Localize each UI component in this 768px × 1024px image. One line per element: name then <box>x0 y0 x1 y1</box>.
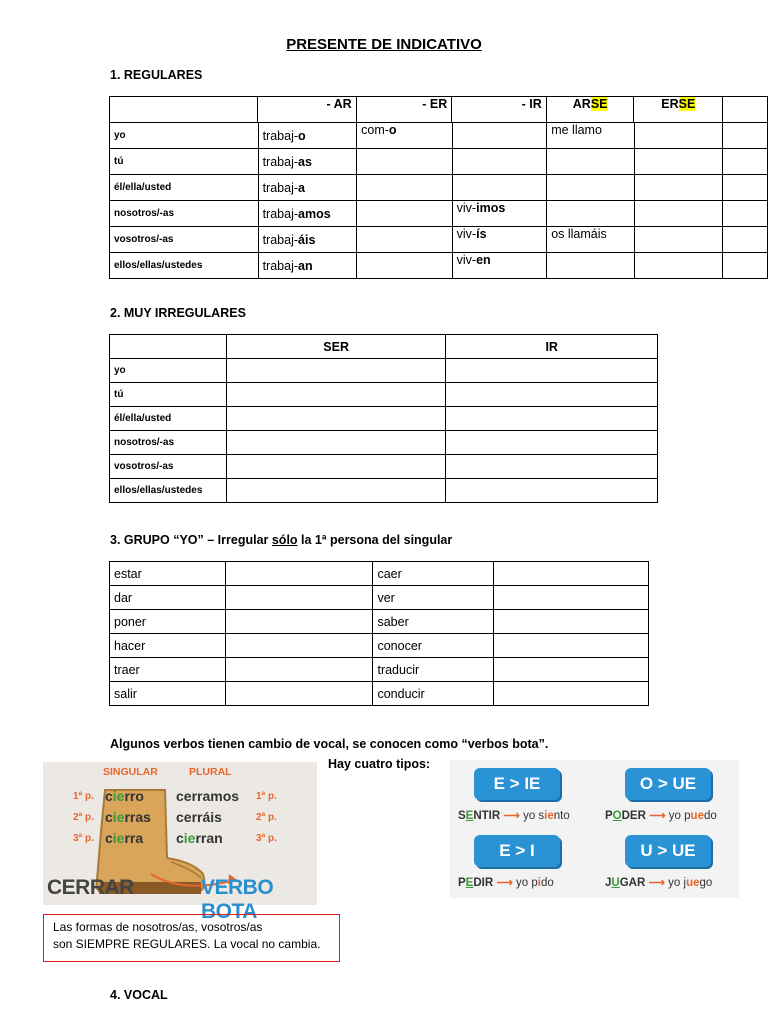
conjugated-form <box>668 877 712 889</box>
infinitive-start: S <box>458 810 466 822</box>
ser-cell <box>226 359 446 383</box>
er-cell <box>357 253 453 279</box>
conjugated-vowel: ue <box>690 810 704 822</box>
boot-person-label: 2ª p. <box>73 812 94 823</box>
section-1-heading: 1. REGULARES <box>110 68 203 82</box>
arrow-icon: ⟶ <box>645 877 669 889</box>
infinitive-end: NTIR <box>473 810 501 822</box>
boot-cerrar-label: CERRAR <box>47 876 134 899</box>
header-ar: - AR <box>258 97 357 123</box>
arse-cell: os llamáis <box>547 227 635 253</box>
verb-cell: conducir <box>373 682 493 706</box>
boot-singular-form <box>105 788 144 804</box>
verb-cell: hacer <box>110 634 226 658</box>
table-row <box>110 253 768 279</box>
person-cell: vosotros/-as <box>110 455 227 479</box>
boot-form-start: c <box>105 830 113 846</box>
person-cell: yo <box>110 123 259 149</box>
table-row <box>110 123 768 149</box>
erse-cell <box>634 201 722 227</box>
answer-cell <box>226 682 373 706</box>
boot-stem-vowel: ie <box>183 830 196 846</box>
infinitive <box>605 810 646 822</box>
boot-form-end: rras <box>124 809 151 825</box>
arse-cell <box>547 201 635 227</box>
table-row <box>110 682 649 706</box>
ir-cell <box>446 479 658 503</box>
conjugated-vowel: i <box>537 877 541 889</box>
section-2-heading: 2. MUY IRREGULARES <box>110 306 246 320</box>
er-cell <box>357 123 453 149</box>
infinitive-end: GAR <box>619 877 646 889</box>
vowel-change-example <box>458 808 570 822</box>
infinitive-end: DER <box>621 810 646 822</box>
vowel-change-badge: O > UE <box>625 768 711 800</box>
boot-stem-vowel: ie <box>112 809 125 825</box>
boot-person-label: 1ª p. <box>256 791 277 802</box>
person-cell: tú <box>110 383 227 407</box>
table-row <box>110 383 658 407</box>
extra-cell <box>723 175 768 201</box>
person-cell: yo <box>110 359 227 383</box>
ir-cell <box>446 383 658 407</box>
verb-cell: salir <box>110 682 226 706</box>
cuatro-tipos-image <box>450 760 739 898</box>
extra-cell <box>723 253 768 279</box>
ir-cell <box>446 431 658 455</box>
boot-person-label: 2ª p. <box>256 812 277 823</box>
erse-cell <box>634 227 722 253</box>
boot-person-label: 3ª p. <box>256 833 277 844</box>
answer-cell <box>226 586 373 610</box>
ir-cell <box>452 253 547 279</box>
ar-ending: amos <box>298 206 331 221</box>
conjugated-form <box>523 810 570 822</box>
er-ending: o <box>388 123 397 137</box>
tipos-text: Hay cuatro tipos: <box>328 757 431 771</box>
verb-cell: ver <box>373 586 493 610</box>
header-arse-stem: AR <box>572 97 591 111</box>
erse-cell <box>634 149 722 175</box>
conjugated-end: do <box>703 810 717 822</box>
verb-cell: dar <box>110 586 226 610</box>
section-3-heading <box>110 533 452 547</box>
verbos-bota-text: Algunos verbos tienen cambio de vocal, se conocen como “verbos bota”. <box>110 737 549 751</box>
person-cell: ellos/ellas/ustedes <box>110 479 227 503</box>
infinitive-start: P <box>605 810 613 822</box>
ir-cell <box>452 227 547 253</box>
boot-singular-label: SINGULAR <box>103 766 158 778</box>
verb-cell: poner <box>110 610 226 634</box>
boot-form-end: rra <box>124 830 144 846</box>
answer-cell <box>226 610 373 634</box>
conjugated-form <box>669 810 717 822</box>
irregulares-table <box>109 334 658 503</box>
answer-cell <box>493 562 648 586</box>
header-erse-stem: ER <box>661 97 679 111</box>
answer-cell <box>226 562 373 586</box>
header-empty-cell <box>110 335 227 359</box>
arse-cell <box>547 253 635 279</box>
extra-cell <box>723 149 768 175</box>
verb-cell: traducir <box>373 658 493 682</box>
table-row <box>110 455 658 479</box>
ar-stem: trabaj- <box>262 206 299 221</box>
ir-cell <box>452 201 547 227</box>
table-row <box>110 175 768 201</box>
boot-form-end: rro <box>124 788 144 804</box>
ir-cell <box>452 149 547 175</box>
answer-cell <box>493 610 648 634</box>
ir-stem: viv- <box>456 253 477 267</box>
conjugated-start: yo j <box>668 877 687 889</box>
ser-cell <box>226 479 446 503</box>
infinitive <box>605 877 645 889</box>
conjugated-start: yo p <box>516 877 538 889</box>
ar-cell <box>258 201 357 227</box>
infinitive <box>458 810 500 822</box>
vowel-change-badge: U > UE <box>625 835 711 867</box>
arse-cell <box>547 149 635 175</box>
infinitive-end: DIR <box>473 877 494 889</box>
boot-stem-vowel: ie <box>112 788 125 804</box>
header-arse-se: SE <box>590 97 608 111</box>
page-title: PRESENTE DE INDICATIVO <box>286 36 482 53</box>
table-row <box>110 479 658 503</box>
person-cell: ellos/ellas/ustedes <box>110 253 259 279</box>
verb-cell: conocer <box>373 634 493 658</box>
ar-ending: as <box>298 154 312 169</box>
section-4-heading: 4. VOCAL <box>110 988 168 1002</box>
infinitive-vowel: E <box>465 810 474 822</box>
table-row <box>110 359 658 383</box>
boot-plural-form <box>176 830 223 846</box>
person-cell: vosotros/-as <box>110 227 259 253</box>
ar-cell <box>258 253 357 279</box>
er-cell <box>357 175 453 201</box>
arse-cell: me llamo <box>547 123 635 149</box>
table-header-row <box>110 97 768 123</box>
ser-cell <box>226 407 446 431</box>
boot-plural-form: cerramos <box>176 788 240 804</box>
boot-singular-form <box>105 809 151 825</box>
erse-cell <box>634 175 722 201</box>
boot-form-end: rran <box>195 830 223 846</box>
vowel-change-example <box>605 808 717 822</box>
ar-cell <box>258 227 357 253</box>
conjugated-vowel: ie <box>544 810 554 822</box>
ir-cell <box>446 455 658 479</box>
header-ir: - IR <box>452 97 547 123</box>
answer-cell <box>493 586 648 610</box>
boot-form-start: c <box>105 788 113 804</box>
conjugated-end: do <box>541 877 554 889</box>
ar-ending: áis <box>298 232 316 247</box>
header-arse <box>546 97 634 123</box>
section-3-heading-underlined: sólo <box>271 533 298 547</box>
boot-singular-form <box>105 830 143 846</box>
infinitive-start: P <box>458 877 466 889</box>
section-3-heading-b: la 1ª persona del singular <box>297 533 453 547</box>
extra-cell <box>723 227 768 253</box>
table-row <box>110 407 658 431</box>
boot-person-label: 1ª p. <box>73 791 94 802</box>
ar-cell <box>258 149 357 175</box>
ir-ending: en <box>476 253 491 267</box>
table-row <box>110 634 649 658</box>
ir-cell <box>446 407 658 431</box>
header-erse-se: SE <box>678 97 696 111</box>
header-extra-cell <box>723 97 768 123</box>
ir-cell <box>446 359 658 383</box>
answer-cell <box>226 658 373 682</box>
person-cell: nosotros/-as <box>110 431 227 455</box>
ser-cell <box>226 383 446 407</box>
ar-cell <box>258 123 357 149</box>
infinitive-vowel: U <box>611 877 620 889</box>
ser-cell <box>226 455 446 479</box>
grupo-yo-table <box>109 561 649 706</box>
person-cell: él/ella/usted <box>110 407 227 431</box>
er-cell <box>357 201 453 227</box>
regulares-table-body <box>109 122 768 279</box>
arrow-icon: ⟶ <box>645 810 669 822</box>
ar-stem: trabaj- <box>262 128 299 143</box>
header-empty-cell <box>110 97 258 123</box>
ar-cell <box>258 175 357 201</box>
ar-stem: trabaj- <box>262 232 299 247</box>
table-row <box>110 431 658 455</box>
section-3-heading-a: 3. GRUPO “YO” – Irregular <box>110 533 272 547</box>
table-row <box>110 149 768 175</box>
ir-ending: imos <box>476 201 506 215</box>
boot-person-label: 3ª p. <box>73 833 94 844</box>
header-er: - ER <box>356 97 452 123</box>
answer-cell <box>493 658 648 682</box>
infinitive <box>458 877 493 889</box>
verb-cell: saber <box>373 610 493 634</box>
ar-ending: an <box>298 258 313 273</box>
person-cell: tú <box>110 149 259 175</box>
er-cell <box>357 149 453 175</box>
regulares-table <box>109 96 768 123</box>
ir-stem: viv- <box>456 227 477 241</box>
vowel-change-badge: E > IE <box>474 768 560 800</box>
arse-cell <box>547 175 635 201</box>
table-row <box>110 201 768 227</box>
person-cell: él/ella/usted <box>110 175 259 201</box>
conjugated-start: yo p <box>668 810 691 822</box>
note-line-1: Las formas de nosotros/as, vosotros/as <box>53 920 263 934</box>
er-stem: com- <box>361 123 389 137</box>
vowel-change-badge: E > I <box>474 835 560 867</box>
boot-stem-vowel: ie <box>112 830 125 846</box>
header-erse <box>634 97 723 123</box>
erse-cell <box>634 253 722 279</box>
ar-stem: trabaj- <box>262 180 299 195</box>
boot-verbo-bota-label: VERBO BOTA <box>201 876 274 923</box>
infinitive-vowel: E <box>465 877 474 889</box>
ir-cell <box>452 175 547 201</box>
verb-cell: caer <box>373 562 493 586</box>
ar-ending: o <box>298 128 306 143</box>
erse-cell <box>634 123 722 149</box>
header-ir: IR <box>446 335 658 359</box>
note-line-2: son SIEMPRE REGULARES. La vocal no cambia. <box>53 937 321 951</box>
answer-cell <box>226 634 373 658</box>
boot-plural-form: cerráis <box>176 809 222 825</box>
table-row <box>110 562 649 586</box>
boot-form-start: c <box>105 809 113 825</box>
arrow-icon: ⟶ <box>500 810 524 822</box>
table-row <box>110 658 649 682</box>
table-header-row <box>110 335 658 359</box>
boot-form-start: c <box>176 830 184 846</box>
ir-cell <box>452 123 547 149</box>
ar-ending: a <box>298 180 305 195</box>
ir-stem: viv- <box>456 201 477 215</box>
conjugated-end: nto <box>553 810 570 822</box>
extra-cell <box>723 123 768 149</box>
verb-cell: traer <box>110 658 226 682</box>
vowel-change-example <box>605 875 712 889</box>
answer-cell <box>493 634 648 658</box>
conjugated-start: yo s <box>523 810 545 822</box>
arrow-icon: ⟶ <box>493 877 517 889</box>
infinitive-vowel: O <box>612 810 622 822</box>
answer-cell <box>493 682 648 706</box>
ar-stem: trabaj- <box>262 258 299 273</box>
regular-forms-note <box>43 914 340 962</box>
person-cell: nosotros/-as <box>110 201 259 227</box>
conjugated-end: go <box>699 877 713 889</box>
conjugated-form <box>516 877 554 889</box>
extra-cell <box>723 201 768 227</box>
er-cell <box>357 227 453 253</box>
header-ser: SER <box>226 335 446 359</box>
boot-plural-label: PLURAL <box>189 766 232 778</box>
table-row <box>110 586 649 610</box>
table-row <box>110 610 649 634</box>
verbo-bota-image <box>43 762 317 923</box>
conjugated-vowel: ue <box>686 877 700 889</box>
verb-cell: estar <box>110 562 226 586</box>
table-row <box>110 227 768 253</box>
ser-cell <box>226 431 446 455</box>
ir-ending: ís <box>476 227 487 241</box>
infinitive-start: J <box>605 877 612 889</box>
vowel-change-example <box>458 875 554 889</box>
ar-stem: trabaj- <box>262 154 299 169</box>
